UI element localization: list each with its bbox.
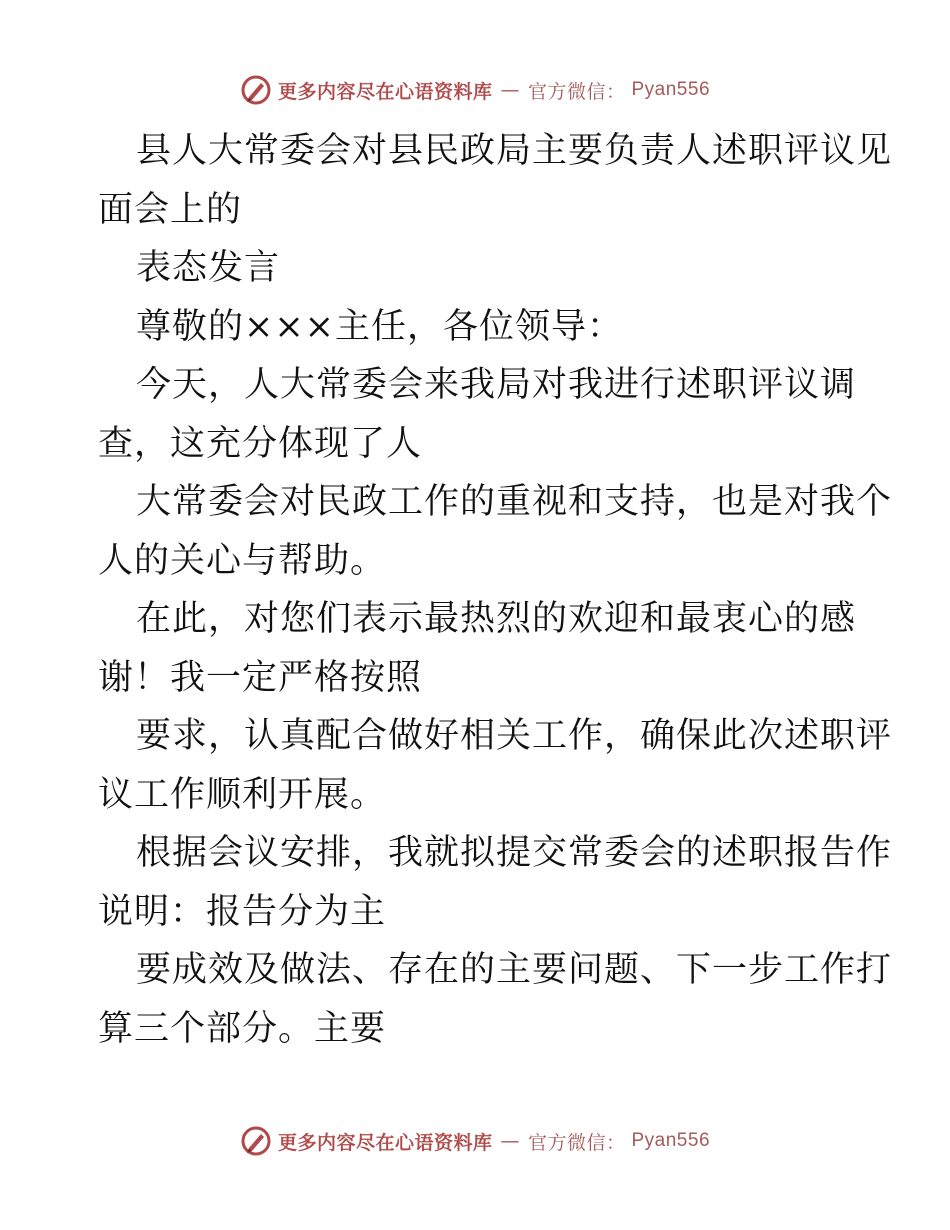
text-line: 议工作顺利开展。 xyxy=(98,774,387,815)
text-line: 要求，认真配合做好相关工作，确保此次述职评 xyxy=(136,716,893,756)
watermark-wechat-label: 官方微信： xyxy=(527,80,626,103)
watermark-brand-text: 更多内容尽在心语资料库 xyxy=(277,1131,493,1154)
text-line: 说明：报告分为主 xyxy=(98,891,387,932)
pen-logo-icon xyxy=(240,74,272,106)
watermark-wechat-label: 官方微信： xyxy=(527,1131,626,1154)
footer-watermark xyxy=(0,1121,950,1161)
watermark-separator: — xyxy=(500,79,520,101)
text-line: 表态发言 xyxy=(136,248,281,288)
text-line: 要成效及做法、存在的主要问题、下一步工作打 xyxy=(136,950,893,990)
text-line: 谢！我一定严格按照 xyxy=(98,657,423,698)
watermark-separator: — xyxy=(500,1130,520,1152)
text-line: 根据会议安排，我就拟提交常委会的述职报告作 xyxy=(136,833,893,873)
text-line: 大常委会对民政工作的重视和支持，也是对我个 xyxy=(136,482,893,522)
text-line: 查，这充分体现了人 xyxy=(98,423,423,464)
text-line: 尊敬的×××主任，各位领导： xyxy=(136,306,623,347)
text-line: 面会上的 xyxy=(98,189,243,230)
pen-logo-icon xyxy=(240,1125,272,1157)
text-line: 人的关心与帮助。 xyxy=(98,540,387,581)
text-line: 算三个部分。主要 xyxy=(98,1008,387,1049)
watermark-brand-text: 更多内容尽在心语资料库 xyxy=(277,80,493,103)
text-line: 县人大常委会对县民政局主要负责人述职评议见 xyxy=(136,131,893,171)
text-line: 在此，对您们表示最热烈的欢迎和最衷心的感 xyxy=(136,599,857,639)
watermark-wechat-id: Pyan556 xyxy=(631,79,711,100)
watermark-wechat-id: Pyan556 xyxy=(631,1130,711,1151)
header-watermark xyxy=(0,70,950,110)
text-line: 今天，人大常委会来我局对我进行述职评议调 xyxy=(136,365,857,405)
document-body xyxy=(98,122,893,1058)
